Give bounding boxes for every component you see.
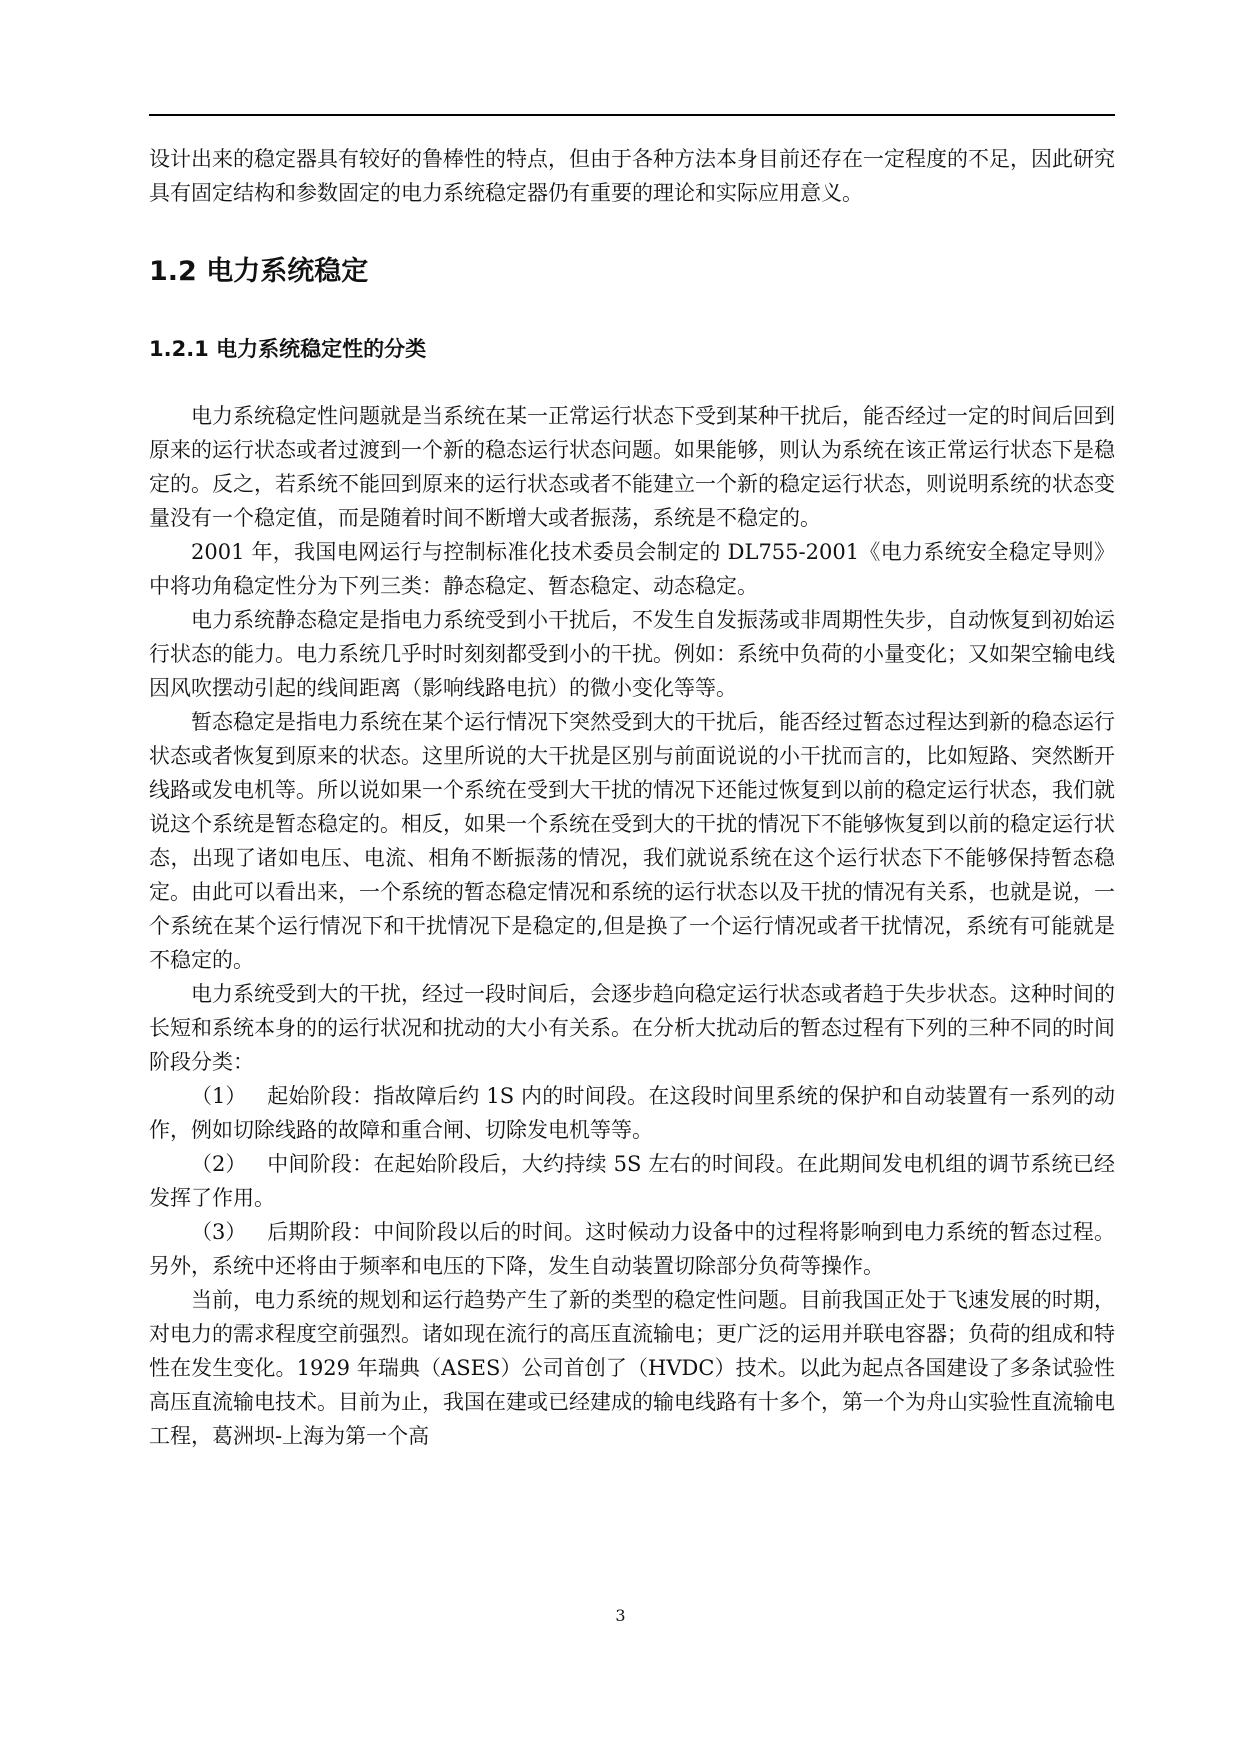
paragraph: 暂态稳定是指电力系统在某个运行情况下突然受到大的干扰后，能否经过暂态过程达到新的稳态运行状态或者恢复到原来的状态。这里所说的大干扰是区别与前面说说的小干扰而言的，比如短路、突然断开线路或发电机等。所以说如果一个系统在受到大干扰的情况下还能过恢复到以前的稳定运行状态，我们就说这个系统是暂态稳定的。相反，如果一个系统在受到大的干扰的情况下不能够恢复到以前的稳定运行状态，出现了诸如电压、电流、相角不断振荡的情况，我们就说系统在这个运行状态下不能够保持暂态稳定。由此可以看出来，一个系统的暂态稳定情况和系统的运行状态以及干扰的情况有关系，也就是说，一个系统在某个运行情况下和干扰情况下是稳定的,但是换了一个运行情况或者干扰情况，系统有可能就是不稳定的。: [149, 710, 1115, 972]
list-item-text: 起始阶段：指故障后约 1S 内的时间段。在这段时间里系统的保护和自动装置有一系列的动作，例如切除线路的故障和重合闸、切除发电机等等。: [149, 1084, 1115, 1142]
paragraph: 电力系统受到大的干扰，经过一段时间后，会逐步趋向稳定运行状态或者趋于失步状态。这种时间的长短和系统本身的的运行状况和扰动的大小有关系。在分析大扰动后的暂态过程有下列的三种不同的时间阶段分类：: [149, 982, 1115, 1074]
list-item-text: 后期阶段：中间阶段以后的时间。这时候动力设备中的过程将影响到电力系统的暂态过程。另外，系统中还将由于频率和电压的下降，发生自动装置切除部分负荷等操作。: [149, 1220, 1115, 1278]
list-item-number: （3）: [191, 1220, 247, 1244]
header-rule: [149, 114, 1115, 116]
page-body: [149, 142, 1115, 1453]
list-item: [149, 1215, 1115, 1283]
paragraph: 2001 年，我国电网运行与控制标准化技术委员会制定的 DL755-2001《电力系统安全稳定导则》中将功角稳定性分为下列三类：静态稳定、暂态稳定、动态稳定。: [149, 540, 1115, 598]
list-item: [149, 1079, 1115, 1147]
continuation-paragraph: 设计出来的稳定器具有较好的鲁棒性的特点，但由于各种方法本身目前还存在一定程度的不足，因此研究具有固定结构和参数固定的电力系统稳定器仍有重要的理论和实际应用意义。: [149, 147, 1115, 205]
list-item-text: 中间阶段：在起始阶段后，大约持续 5S 左右的时间段。在此期间发电机组的调节系统已经发挥了作用。: [149, 1152, 1115, 1210]
closing-paragraph: 当前，电力系统的规划和运行趋势产生了新的类型的稳定性问题。目前我国正处于飞速发展的时期，对电力的需求程度空前强烈。诸如现在流行的高压直流输电；更广泛的运用并联电容器；负荷的组成和特性在发生变化。1929 年瑞典（ASES）公司首创了（HVDC）技术。以此为起点各国建设了多条试验性高压直流输电技术。目前为止，我国在建或已经建成的输电线路有十多个，第一个为舟山实验性直流输电工程，葛洲坝-上海为第一个高: [149, 1288, 1115, 1448]
paragraph: 电力系统稳定性问题就是当系统在某一正常运行状态下受到某种干扰后，能否经过一定的时间后回到原来的运行状态或者过渡到一个新的稳态运行状态问题。如果能够，则认为系统在该正常运行状态下是稳定的。反之，若系统不能回到原来的运行状态或者不能建立一个新的稳定运行状态，则说明系统的状态变量没有一个稳定值，而是随着时间不断增大或者振荡，系统是不稳定的。: [149, 404, 1115, 530]
section-heading: 1.2 电力系统稳定: [149, 256, 369, 287]
paragraph: 电力系统静态稳定是指电力系统受到小干扰后，不发生自发振荡或非周期性失步，自动恢复到初始运行状态的能力。电力系统几乎时时刻刻都受到小的干扰。例如：系统中负荷的小量变化；又如架空输电线因风吹摆动引起的线间距离（影响线路电抗）的微小变化等等。: [149, 608, 1115, 700]
subsection-heading: 1.2.1 电力系统稳定性的分类: [149, 337, 427, 361]
list-item: [149, 1147, 1115, 1215]
list-item-number: （1）: [191, 1084, 247, 1108]
list-item-number: （2）: [191, 1152, 247, 1176]
page-number: 3: [615, 1606, 626, 1625]
